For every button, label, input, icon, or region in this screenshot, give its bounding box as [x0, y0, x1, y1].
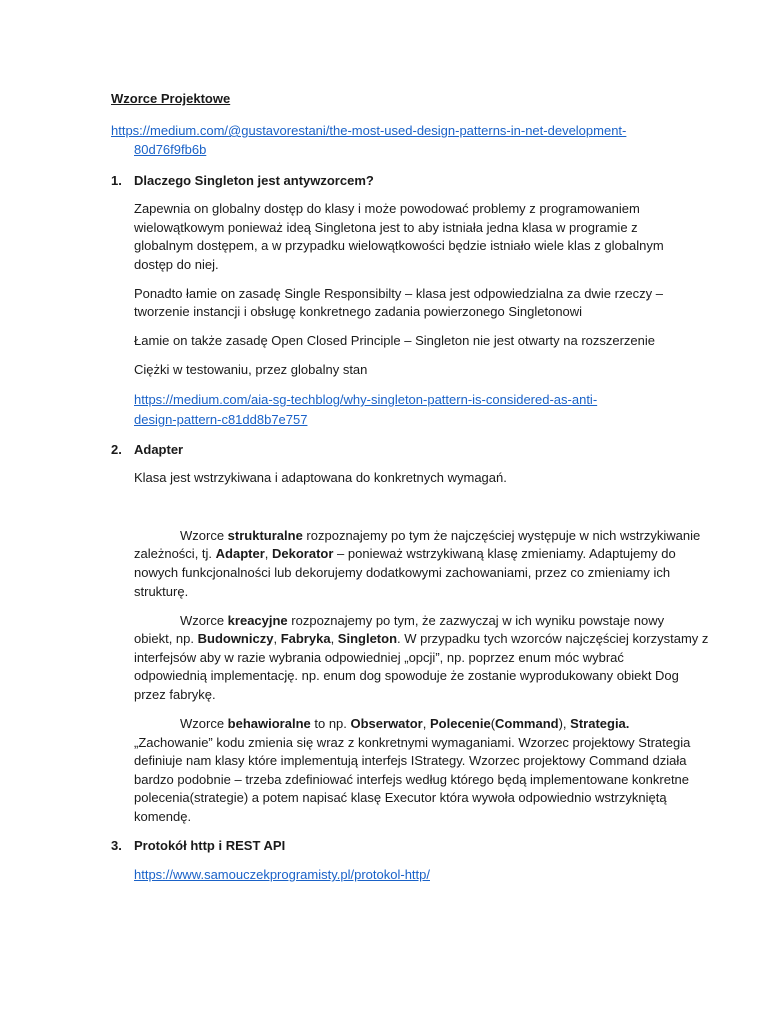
singleton-link-line-2[interactable]: design-pattern-c81dd8b7e757 — [134, 412, 308, 427]
creational-line-1: Wzorce kreacyjne rozpoznajemy po tym, że zazwyczaj w ich wyniku powstaje nowy — [180, 613, 665, 628]
s1-paragraph-2-line-2: tworzenie instancji i obsługę konkretnego zadania powierzonego Singletonowi — [134, 304, 583, 319]
section-3-heading: Protokół http i REST API — [134, 838, 286, 853]
section-3-number: 3. — [111, 838, 122, 853]
creational-line-5: przez fabrykę. — [134, 687, 216, 702]
structural-line-1: Wzorce strukturalne rozpoznajemy po tym że najczęściej występuje w nich wstrzykiwanie — [180, 528, 701, 543]
creational-line-2: obiekt, np. Budowniczy, Fabryka, Singleton. W przypadku tych wzorców najczęściej korzystamy z — [134, 631, 709, 646]
s1-paragraph-2-line-1: Ponadto łamie on zasadę Single Responsibilty – klasa jest odpowiedzialna za dwie rzeczy – — [134, 286, 663, 301]
behavioral-line-4: bardzo podobnie – trzeba zdefiniować interfejs według którego będą implementowane konkretne — [134, 772, 690, 787]
behavioral-line-5: polecenia(strategie) a potem napisać klasę Executor która wywoła odpowiednio wstrzykniętą — [134, 790, 667, 805]
document-title: Wzorce Projektowe — [111, 91, 231, 106]
section-2-heading: Adapter — [134, 442, 184, 457]
medium-link-line-2[interactable]: 80d76f9fb6b — [134, 142, 207, 157]
s1-paragraph-4: Ciężki w testowaniu, przez globalny stan — [134, 362, 368, 377]
medium-link-line-1[interactable]: https://medium.com/@gustavorestani/the-most-used-design-patterns-in-net-development- — [111, 123, 627, 138]
behavioral-line-1: Wzorce behawioralne to np. Obserwator, Polecenie(Command), Strategia. — [180, 716, 630, 731]
behavioral-line-6: komendę. — [134, 809, 192, 824]
s1-paragraph-1-line-1: Zapewnia on globalny dostęp do klasy i może powodować problemy z programowaniem — [134, 201, 640, 216]
behavioral-line-2: „Zachowanie” kodu zmienia się wraz z konkretnymi wymaganiami. Wzorzec projektowy Strategia — [134, 735, 691, 750]
s1-paragraph-1-line-4: dostęp do niej. — [134, 257, 219, 272]
structural-line-4: strukturę. — [134, 584, 189, 599]
creational-line-3: interfejsów aby w razie wybrania odpowiedniej „opcji”, np. poprzez enum móc wybrać — [134, 650, 624, 665]
behavioral-line-3: definiuje nam klasy które implementują interfejs IStrategy. Wzorzec projektowy Command działa — [134, 753, 687, 768]
http-protocol-link[interactable]: https://www.samouczekprogramisty.pl/protokol-http/ — [134, 867, 430, 882]
singleton-link-line-1[interactable]: https://medium.com/aia-sg-techblog/why-singleton-pattern-is-considered-as-anti- — [134, 392, 598, 407]
section-1-heading: Dlaczego Singleton jest antywzorcem? — [134, 173, 374, 188]
section-2-number: 2. — [111, 442, 122, 457]
s1-paragraph-1-line-2: wielowątkowym ponieważ ideą Singletona jest to aby istniała jedna klasa w programie z — [134, 220, 638, 235]
s2-paragraph: Klasa jest wstrzykiwana i adaptowana do konkretnych wymagań. — [134, 470, 507, 485]
structural-line-2: zależności, tj. Adapter, Dekorator – ponieważ wstrzykiwaną klasę zmieniamy. Adaptujemy do — [134, 546, 676, 561]
structural-line-3: nowych funkcjonalności lub dekorujemy dodatkowymi zachowaniami, przez co zmieniamy ich — [134, 565, 671, 580]
s1-paragraph-1-line-3: globalnym dostępem, a w przypadku wielowątkowości będzie istniało wiele klas z globalnym — [134, 238, 664, 253]
s1-paragraph-3: Łamie on także zasadę Open Closed Principle – Singleton nie jest otwarty na rozszerzenie — [134, 333, 656, 348]
section-1-number: 1. — [111, 173, 122, 188]
creational-line-4: odpowiednią implementację. np. enum dog spowoduje że zostanie wyprodukowany obiekt Dog — [134, 668, 679, 683]
